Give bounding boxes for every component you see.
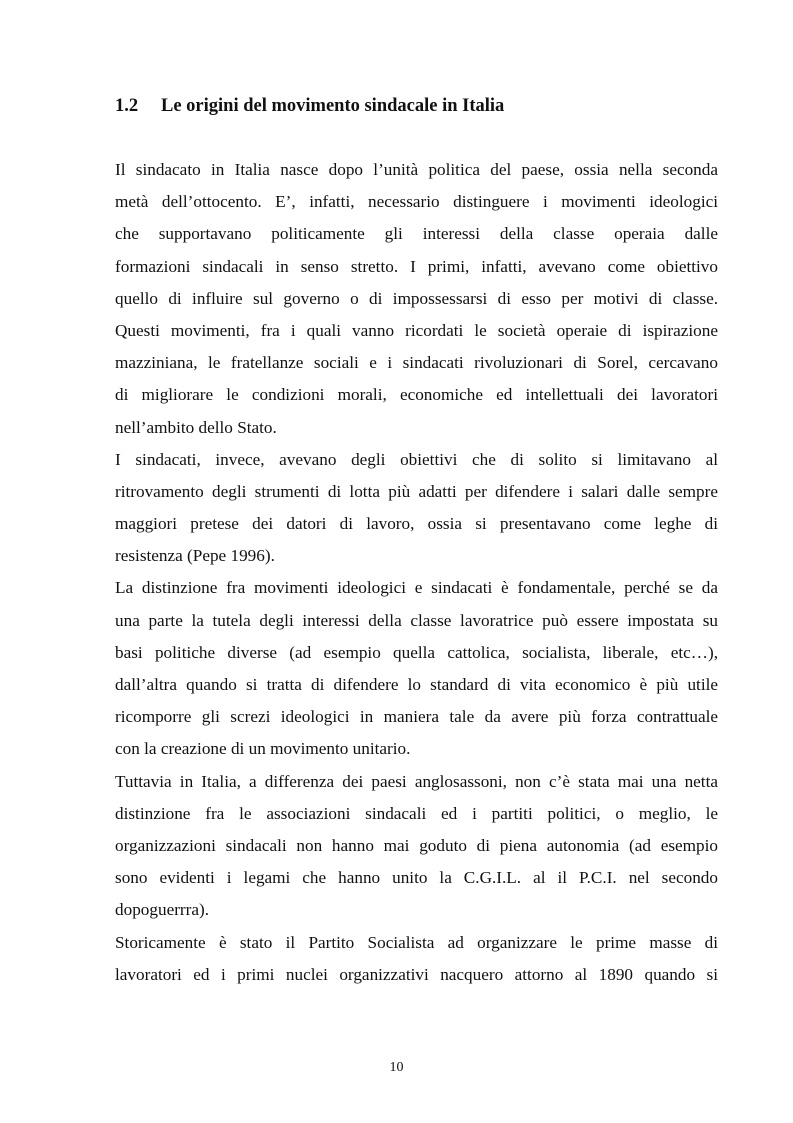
text-line: di migliorare le condizioni morali, economiche ed intellettuali dei lavoratori (115, 385, 718, 405)
text-line: lavoratori ed i primi nuclei organizzativi nacquero attorno al 1890 quando si (115, 964, 718, 984)
text-line: una parte la tutela degli interessi della classe lavoratrice può essere impostata su (115, 610, 718, 630)
text-line: che supportavano politicamente gli interessi della classe operaia dalle (115, 224, 718, 244)
section-heading (115, 93, 504, 119)
body-text (115, 154, 718, 991)
text-line: ritrovamento degli strumenti di lotta più adatti per difendere i salari dalle sempre (115, 481, 718, 501)
text-line: con la creazione di un movimento unitario. (115, 739, 411, 759)
text-line: organizzazioni sindacali non hanno mai goduto di piena autonomia (ad esempio (115, 835, 718, 855)
text-line: formazioni sindacali in senso stretto. I primi, infatti, avevano come obiettivo (115, 256, 718, 276)
text-line: mazziniana, le fratellanze sociali e i sindacati rivoluzionari di Sorel, cercavano (115, 353, 718, 373)
text-line: sono evidenti i legami che hanno unito la C.G.I.L. al il P.C.I. nel secondo (115, 868, 718, 888)
text-line: metà dell’ottocento. E’, infatti, necessario distinguere i movimenti ideologici (115, 192, 718, 212)
text-line: Tuttavia in Italia, a differenza dei paesi anglosassoni, non c’è stata mai una netta (115, 771, 718, 791)
text-line: dopoguerrra). (115, 900, 210, 920)
section-title: Le origini del movimento sindacale in Italia (161, 96, 505, 116)
text-line: distinzione fra le associazioni sindacali ed i partiti politici, o meglio, le (115, 803, 718, 823)
page-number: 10 (389, 1060, 404, 1075)
text-line: quello di influire sul governo o di impossessarsi di esso per motivi di classe. (115, 288, 718, 308)
text-line: resistenza (Pepe 1996). (115, 546, 275, 566)
section-number: 1.2 (115, 96, 139, 116)
text-line: Il sindacato in Italia nasce dopo l’unità politica del paese, ossia nella seconda (115, 160, 718, 179)
text-line: dall’altra quando si tratta di difendere lo standard di vita economico è più utile (115, 675, 718, 694)
text-line: Storicamente è stato il Partito Socialista ad organizzare le prime masse di (115, 932, 718, 952)
text-line: maggiori pretese dei datori di lavoro, ossia si presentavano come leghe di (115, 514, 718, 534)
text-line: nell’ambito dello Stato. (115, 417, 277, 437)
text-line: Questi movimenti, fra i quali vanno ricordati le società operaie di ispirazione (115, 320, 718, 340)
text-line: La distinzione fra movimenti ideologici e sindacati è fondamentale, perché se da (115, 578, 718, 598)
text-line: basi politiche diverse (ad esempio quella cattolica, socialista, liberale, etc…), (115, 642, 718, 662)
text-line: I sindacati, invece, avevano degli obiettivi che di solito si limitavano al (115, 449, 718, 469)
text-line: ricomporre gli screzi ideologici in maniera tale da avere più forza contrattuale (115, 707, 718, 727)
